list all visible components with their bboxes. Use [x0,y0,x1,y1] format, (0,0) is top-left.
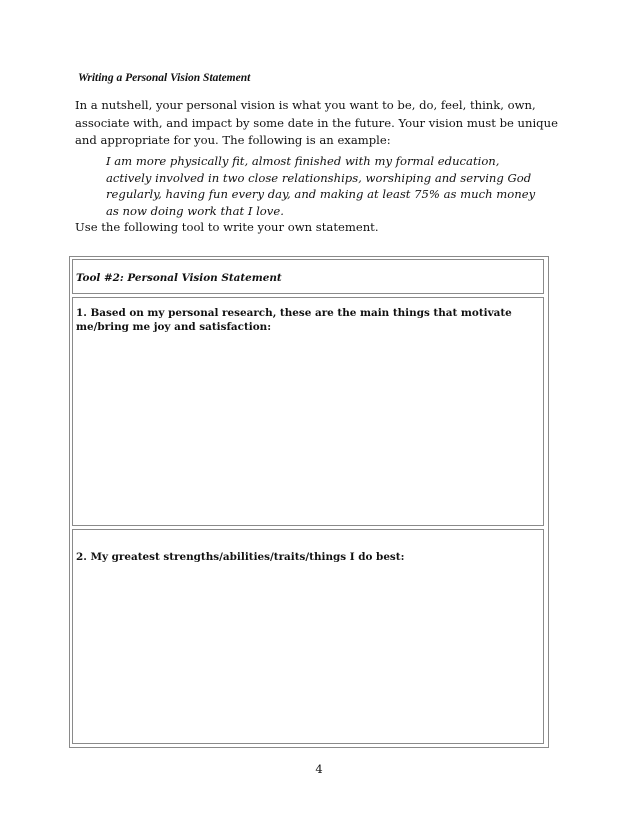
tool-table [69,256,549,748]
instruction-text: Use the following tool to write your own statement. [75,220,379,234]
tool-title-cell [72,259,544,294]
intro-paragraph: In a nutshell, your personal vision is what you want to be, do, feel, think, own, associate with, and impact by some date in the future. Your vision must be unique and appropriate for you. The following is an example: [75,98,558,148]
tool-title: Tool #2: Personal Vision Statement [76,272,282,284]
page-number: 4 [315,762,323,776]
example-statement: I am more physically fit, almost finished with my formal education, actively involved in two close relationships, worshiping and serving God regularly, having fun every day, and making at least 75% as much money as now doing work that I love. [106,154,536,218]
question-1-text: 1. Based on my personal research, these are the main things that motivate me/bring me joy and satisfaction: [76,307,512,333]
section-heading: Writing a Personal Vision Statement [78,72,251,84]
question-2-text: 2. My greatest strengths/abilities/traits/things I do best: [76,551,405,563]
question-2-cell[interactable] [72,529,544,744]
question-1-cell[interactable] [72,297,544,526]
